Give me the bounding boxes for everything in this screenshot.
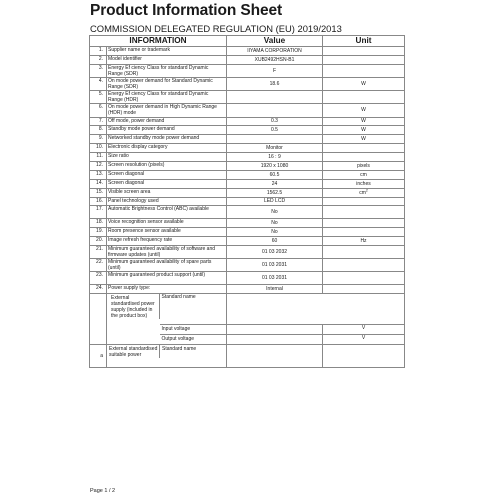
row-label: On mode power demand for Standard Dynamic Range (SDR) <box>108 77 213 91</box>
table-row <box>90 258 405 271</box>
row-value: F <box>272 67 277 74</box>
row-label: Off mode, power demand <box>108 117 165 124</box>
row-value: 1562.5 <box>266 189 283 196</box>
psu-a-row <box>90 293 405 324</box>
row-number: 24. <box>96 284 103 291</box>
row-label: Energy Ef ciency Class for standard Dynamic Range (SDR) <box>108 64 209 77</box>
header-unit: Unit <box>323 36 405 47</box>
row-value: 18.6 <box>269 81 280 88</box>
table-row <box>90 117 405 126</box>
row-label: Voice recognition sensor available <box>108 219 184 226</box>
row-label: Visible screen area <box>108 188 151 195</box>
row-unit: W <box>361 118 366 125</box>
row-number: 8. <box>98 126 103 133</box>
row-value: 24 <box>271 180 278 187</box>
row-label: Networked standby mode power demand <box>108 135 200 142</box>
row-number: 15. <box>96 188 103 195</box>
row-number: 11. <box>96 153 103 160</box>
row-number: 21. <box>96 245 103 252</box>
row-number: 1. <box>98 47 103 53</box>
table-body <box>90 47 405 294</box>
psu-b-row <box>90 344 405 367</box>
row-label: Electronic display category <box>108 144 168 151</box>
row-number: 4. <box>98 77 103 84</box>
row-value: XUB2492HSN-B1 <box>254 56 295 63</box>
row-unit: W <box>361 127 366 134</box>
row-unit: W <box>361 136 366 143</box>
row-label: Standby mode power demand <box>108 126 175 133</box>
row-value: 0.5 <box>271 127 278 134</box>
row-number: 22. <box>96 258 103 265</box>
psu-a-label: External standardised power supply (included in the product box) <box>107 294 160 319</box>
table-row <box>90 77 405 90</box>
table-row <box>90 219 405 228</box>
row-number: 3. <box>98 64 103 71</box>
row-number: 10. <box>96 144 103 151</box>
row-label: Minimum guaranteed availability of spare parts (until) <box>108 258 212 271</box>
table-row <box>90 161 405 170</box>
header-information: INFORMATION <box>90 36 227 47</box>
row-value: LED LCD <box>263 198 286 205</box>
psu-b-cell <box>107 344 227 367</box>
regulation-subtitle: COMMISSION DELEGATED REGULATION (EU) 2019/2013 <box>90 23 342 34</box>
row-value: Monitor <box>266 145 283 152</box>
row-label: Panel technology used <box>108 197 159 204</box>
row-number: 13. <box>96 170 103 177</box>
row-number: 7. <box>98 117 103 124</box>
row-value: 01 03 2032 <box>261 248 288 255</box>
row-label: Screen diagonal <box>108 179 145 186</box>
table-row <box>90 126 405 135</box>
psu-subtable <box>90 293 405 367</box>
row-value: No <box>271 228 278 235</box>
row-unit-superscript: 2 <box>365 188 368 192</box>
row-number: 14. <box>96 179 103 186</box>
row-unit: Hz <box>360 237 367 244</box>
table-row <box>90 179 405 188</box>
row-label: Automatic Brightness Control (ABC) available <box>108 206 209 213</box>
row-value: No <box>271 219 278 226</box>
row-unit: W <box>361 107 366 114</box>
row-number: 20. <box>96 236 103 243</box>
row-label: Image refresh frequency rate <box>108 236 173 243</box>
information-table <box>89 35 405 368</box>
psu-a-standard-name: Standard name <box>161 294 196 301</box>
row-value: 01 03 2031 <box>261 274 288 281</box>
row-number: 16. <box>96 197 103 204</box>
table-row <box>90 272 405 285</box>
table-row <box>90 236 405 245</box>
row-label: Screen diagonal <box>108 170 145 177</box>
psu-a-output-voltage: Output voltage <box>161 336 195 343</box>
table-row <box>90 135 405 144</box>
row-number: 18. <box>96 219 103 226</box>
row-value: 1920 x 1080 <box>260 162 289 169</box>
table-row <box>90 245 405 258</box>
row-label: Supplier name or trademark <box>108 47 170 53</box>
page-title: Product Information Sheet <box>90 2 283 19</box>
table-row <box>90 197 405 206</box>
row-value: IIYAMA CORPORATION <box>247 47 302 54</box>
table-row <box>90 104 405 117</box>
row-unit: inches <box>356 180 371 187</box>
table-header-row <box>90 36 405 47</box>
page-number: Page 1 / 2 <box>90 488 116 494</box>
row-label: Energy Ef ciency Class for standard Dynamic Range (HDR) <box>108 91 209 104</box>
row-label: Minimum guaranteed availability of software and firmware updates (until) <box>108 245 215 258</box>
psu-a-standard-cell <box>227 293 405 324</box>
row-label: Power supply type: <box>108 284 151 291</box>
table-row <box>90 91 405 104</box>
row-unit: pixels <box>357 162 370 169</box>
row-unit: W <box>361 81 366 88</box>
row-number: 9. <box>98 135 103 142</box>
psu-a-spacer <box>90 293 107 344</box>
psu-a-input-voltage: Input voltage <box>161 326 191 333</box>
header-value: Value <box>227 36 323 47</box>
psu-divider <box>160 324 227 325</box>
row-number: 19. <box>96 227 103 234</box>
row-value: 60.5 <box>269 171 280 178</box>
psu-b-label: External standardised suitable power <box>107 345 160 358</box>
row-label: Minimum guaranteed product support (until) <box>108 272 205 279</box>
table-row <box>90 153 405 162</box>
table-row <box>90 170 405 179</box>
row-value: 01 03 2031 <box>261 261 288 268</box>
row-label: On mode power demand in High Dynamic Range (HDR) mode <box>108 104 217 117</box>
row-number: 5. <box>98 91 103 98</box>
row-number: 23. <box>96 272 103 279</box>
row-number: 6. <box>98 104 103 111</box>
psu-a-input-unit: V <box>323 324 405 334</box>
row-number: 17. <box>96 206 103 213</box>
row-number: 12. <box>96 161 103 168</box>
psu-b-standard-name: Standard name <box>162 345 197 352</box>
row-number: 2. <box>98 55 103 62</box>
row-value: No <box>271 209 278 216</box>
row-value: 16 : 9 <box>268 153 281 160</box>
table-row <box>90 144 405 153</box>
psu-a-output-unit: V <box>323 334 405 344</box>
table-row <box>90 47 405 56</box>
psu-b-marker: a <box>90 344 107 367</box>
row-value: Internal <box>266 285 283 292</box>
table-row <box>90 206 405 219</box>
row-label: Model identifier <box>108 55 142 62</box>
row-label: Screen resolution (pixels) <box>108 161 165 168</box>
table-row <box>90 227 405 236</box>
row-value: 60 <box>271 237 278 244</box>
row-label: Room presence sensor available <box>108 227 181 234</box>
row-unit: cm <box>360 171 367 178</box>
table-row <box>90 284 405 293</box>
table-row <box>90 55 405 64</box>
row-unit: cm <box>359 189 366 196</box>
row-value: 0.3 <box>271 118 278 125</box>
table-row <box>90 188 405 197</box>
table-row <box>90 64 405 77</box>
row-label: Size ratio <box>108 153 129 160</box>
psu-divider <box>160 334 227 335</box>
